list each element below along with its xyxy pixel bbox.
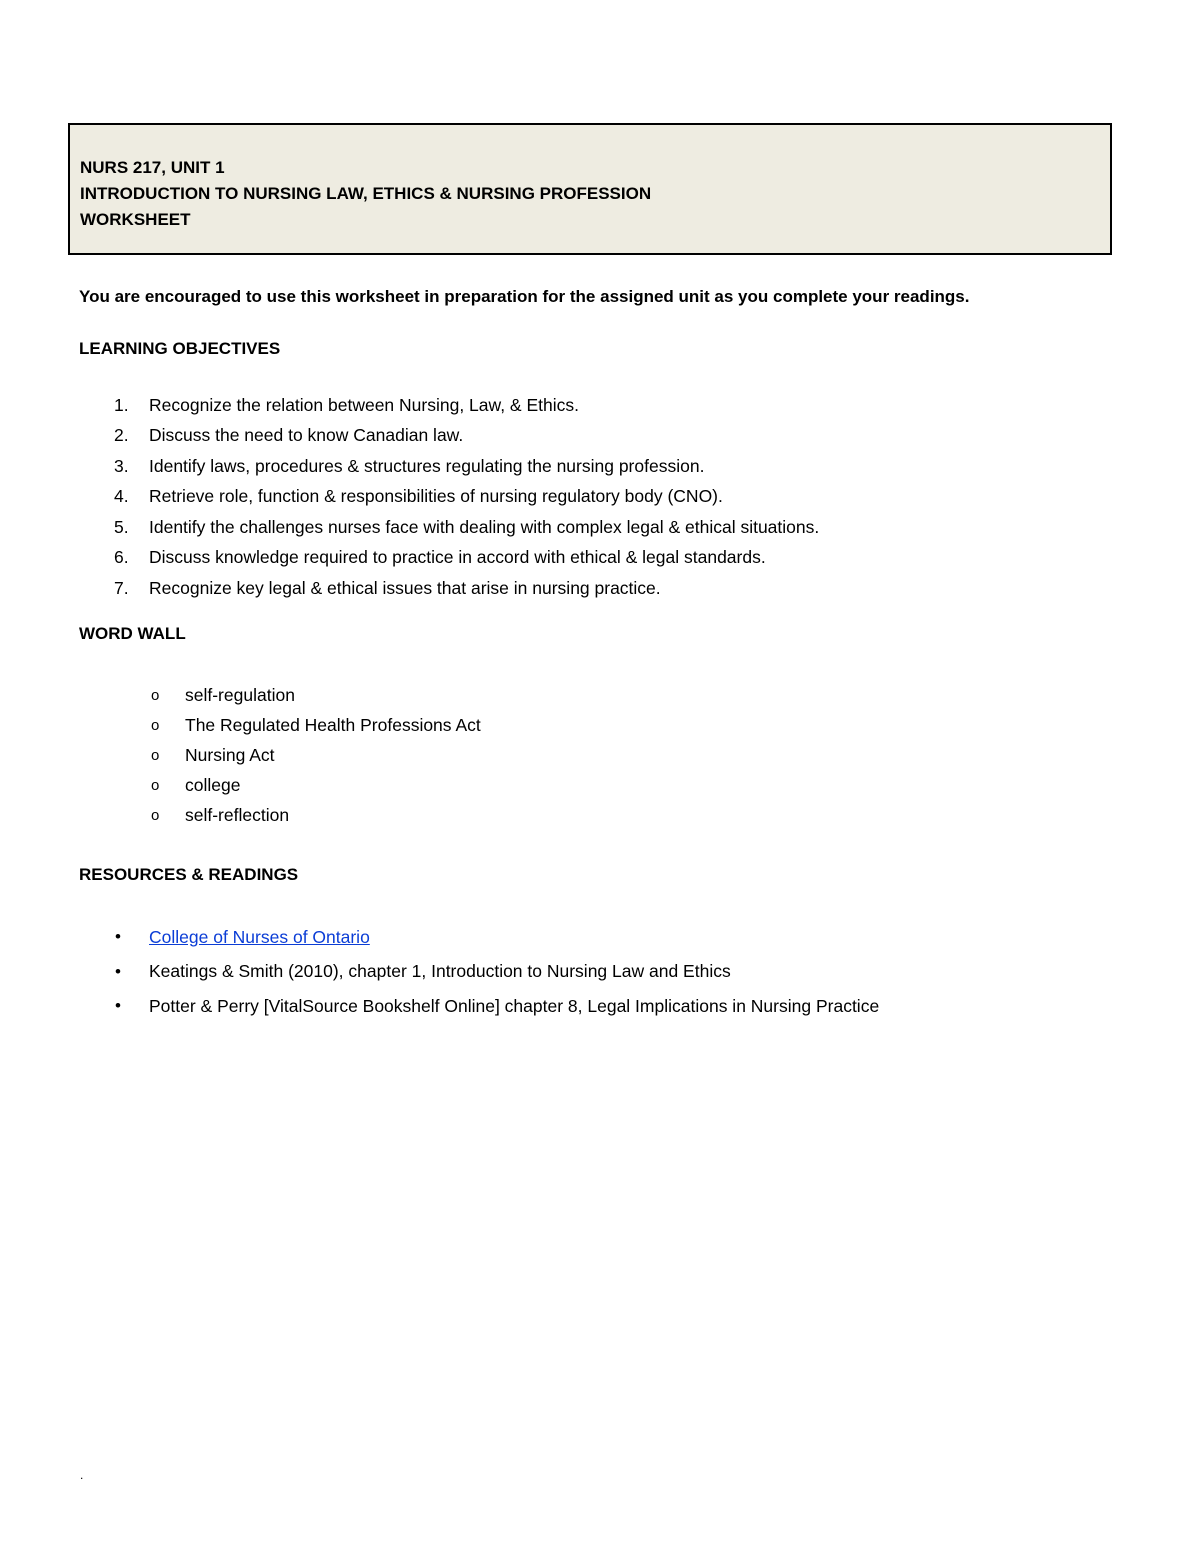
title-box	[68, 123, 1112, 255]
word-wall-term: The Regulated Health Professions Act	[185, 714, 481, 735]
unit-title: INTRODUCTION TO NURSING LAW, ETHICS & NURSING PROFESSION	[80, 184, 652, 203]
circle-bullet-icon: o	[151, 716, 160, 734]
bullet-icon: •	[115, 927, 121, 947]
bullet-icon: •	[115, 961, 121, 981]
resource-item	[79, 989, 879, 1024]
objective-item	[79, 390, 819, 421]
objective-item	[79, 451, 819, 482]
circle-bullet-icon: o	[151, 777, 160, 795]
word-wall-item	[79, 771, 481, 801]
resource-text: Potter & Perry [VitalSource Bookshelf Online] chapter 8, Legal Implications in Nursing Practice	[149, 995, 880, 1016]
cno-link[interactable]: College of Nurses of Ontario	[149, 926, 370, 947]
word-wall-item	[79, 680, 481, 710]
objective-number: 4.	[114, 486, 129, 507]
objective-number: 5.	[114, 516, 129, 537]
objective-text: Discuss knowledge required to practice in accord with ethical & legal standards.	[149, 547, 766, 568]
word-wall-item	[79, 710, 481, 740]
word-wall-list	[79, 680, 481, 831]
bullet-icon: •	[115, 996, 121, 1016]
course-code: NURS 217, UNIT 1	[80, 158, 225, 177]
circle-bullet-icon: o	[151, 807, 160, 825]
word-wall-item	[79, 801, 481, 831]
worksheet-label: WORKSHEET	[80, 210, 191, 229]
objective-number: 1.	[114, 394, 129, 415]
resource-text: Keatings & Smith (2010), chapter 1, Introduction to Nursing Law and Ethics	[149, 961, 731, 982]
learning-objectives-list	[79, 390, 819, 604]
objective-item	[79, 573, 819, 604]
word-wall-term: self-reflection	[185, 805, 290, 826]
objective-item	[79, 482, 819, 513]
circle-bullet-icon: o	[151, 686, 160, 704]
objective-number: 3.	[114, 455, 129, 476]
objective-text: Retrieve role, function & responsibilities of nursing regulatory body (CNO).	[149, 486, 723, 507]
word-wall-term: self-regulation	[185, 684, 295, 705]
objective-text: Identify laws, procedures & structures regulating the nursing profession.	[149, 455, 705, 476]
footer-mark: .	[80, 1468, 84, 1482]
objective-item	[79, 421, 819, 452]
intro-text: You are encouraged to use this worksheet in preparation for the assigned unit as you complete your readings.	[79, 287, 970, 306]
word-wall-term: Nursing Act	[185, 744, 275, 765]
resources-heading: RESOURCES & READINGS	[79, 865, 299, 884]
learning-objectives-heading: LEARNING OBJECTIVES	[79, 339, 281, 358]
word-wall-heading: WORD WALL	[79, 624, 186, 643]
word-wall-item	[79, 740, 481, 770]
objective-number: 7.	[114, 577, 129, 598]
objective-item	[79, 543, 819, 574]
word-wall-term: college	[185, 775, 241, 796]
circle-bullet-icon: o	[151, 746, 160, 764]
objective-text: Discuss the need to know Canadian law.	[149, 425, 464, 446]
resources-list	[79, 920, 879, 1024]
resource-item	[79, 955, 879, 990]
objective-text: Identify the challenges nurses face with dealing with complex legal & ethical situations.	[149, 516, 820, 537]
resource-item	[79, 920, 879, 955]
objective-number: 2.	[114, 425, 129, 446]
objective-text: Recognize the relation between Nursing, Law, & Ethics.	[149, 394, 579, 415]
objective-item	[79, 512, 819, 543]
objective-number: 6.	[114, 547, 129, 568]
objective-text: Recognize key legal & ethical issues that arise in nursing practice.	[149, 577, 661, 598]
